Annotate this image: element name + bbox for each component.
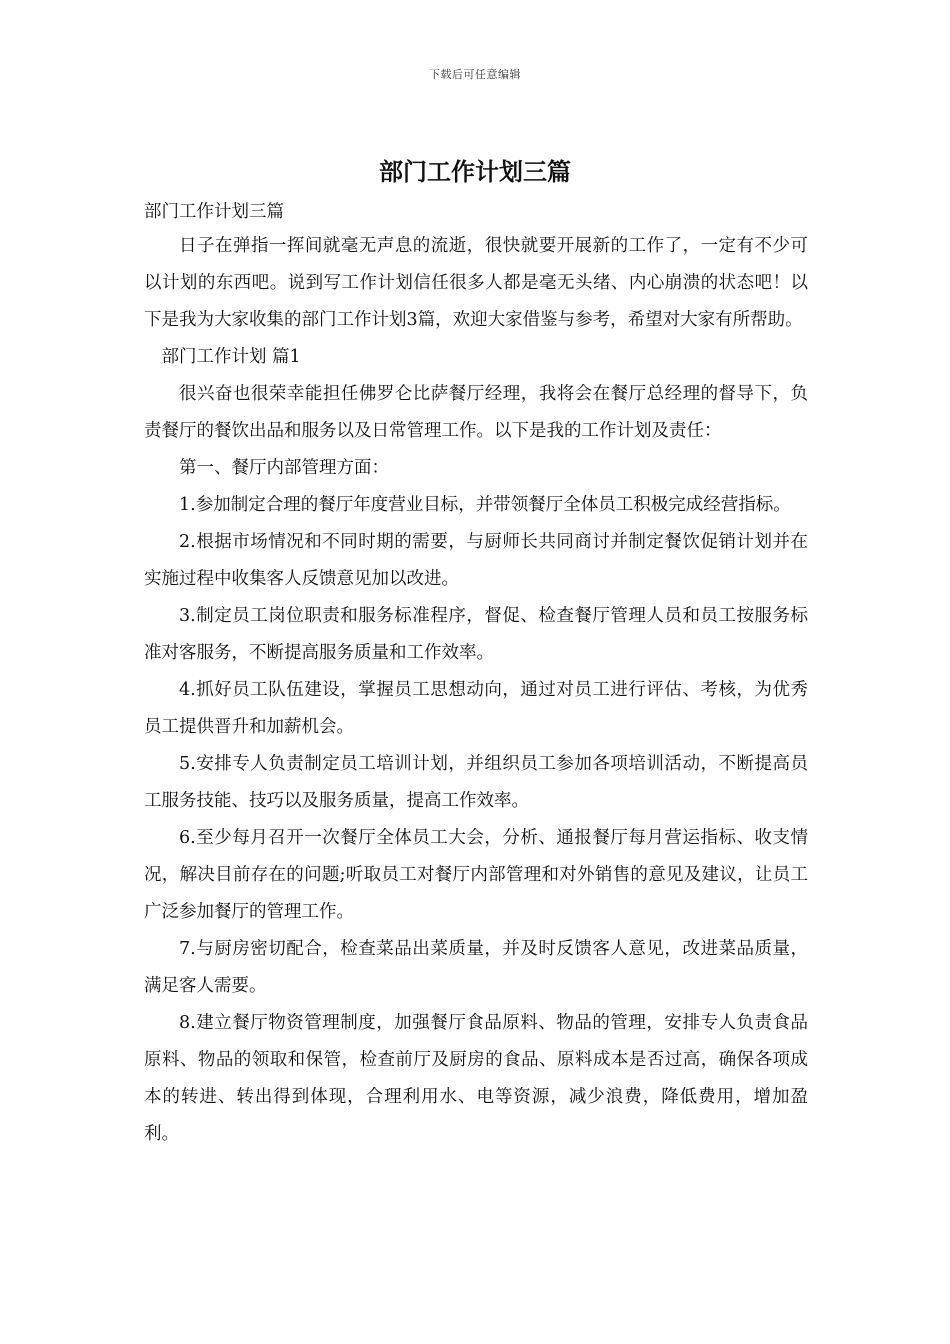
list-item: 2.根据市场情况和不同时期的需要，与厨师长共同商讨并制定餐饮促销计划并在实施过程中收集客人反馈意见加以改进。 [144, 532, 808, 589]
list-item: 3.制定员工岗位职责和服务标准程序，督促、检查餐厅管理人员和员工按服务标准对客服务，不断提高服务质量和工作效率。 [144, 606, 808, 663]
intro-paragraph: 日子在弹指一挥间就毫无声息的流逝，很快就要开展新的工作了，一定有不少可以计划的东西吧。说到写工作计划信任很多人都是毫无头绪、内心崩溃的状态吧！以下是我为大家收集的部门工作计划3篇，欢迎大家借鉴与参考，希望对大家有所帮助。 [144, 236, 808, 330]
list-item: 7.与厨房密切配合，检查菜品出菜质量，并及时反馈客人意见，改进菜品质量，满足客人需要。 [144, 939, 808, 996]
document-title: 部门工作计划三篇 [379, 157, 571, 186]
body-paragraph: 很兴奋也很荣幸能担任佛罗仑比萨餐厅经理，我将会在餐厅总经理的督导下，负责餐厅的餐饮出品和服务以及日常管理工作。以下是我的工作计划及责任： [144, 384, 808, 441]
section-heading: 部门工作计划 篇1 [161, 347, 301, 367]
list-item: 4.抓好员工队伍建设，掌握员工思想动向，通过对员工进行评估、考核，为优秀员工提供晋升和加薪机会。 [144, 680, 808, 737]
list-item: 6.至少每月召开一次餐厅全体员工大会，分析、通报餐厅每月营运指标、收支情况，解决目前存在的问题;听取员工对餐厅内部管理和对外销售的意见及建议，让员工广泛参加餐厅的管理工作。 [144, 828, 808, 922]
list-item: 1.参加制定合理的餐厅年度营业目标，并带领餐厅全体员工积极完成经营指标。 [179, 495, 791, 515]
list-item: 5.安排专人负责制定员工培训计划，并组织员工参加各项培训活动，不断提高员工服务技能、技巧以及服务质量，提高工作效率。 [144, 754, 808, 811]
list-item: 8.建立餐厅物资管理制度，加强餐厅食品原料、物品的管理，安排专人负责食品原料、物品的领取和保管，检查前厅及厨房的食品、原料成本是否过高，确保各项成本的转进、转出得到体现，合理利用水、电等资源，减少浪费，降低费用，增加盈利。 [144, 1013, 808, 1144]
header-note: 下载后可任意编辑 [429, 68, 521, 81]
document-body [144, 199, 808, 1153]
subtitle-paragraph: 部门工作计划三篇 [144, 202, 284, 222]
subsection-heading: 第一、餐厅内部管理方面： [179, 458, 389, 478]
